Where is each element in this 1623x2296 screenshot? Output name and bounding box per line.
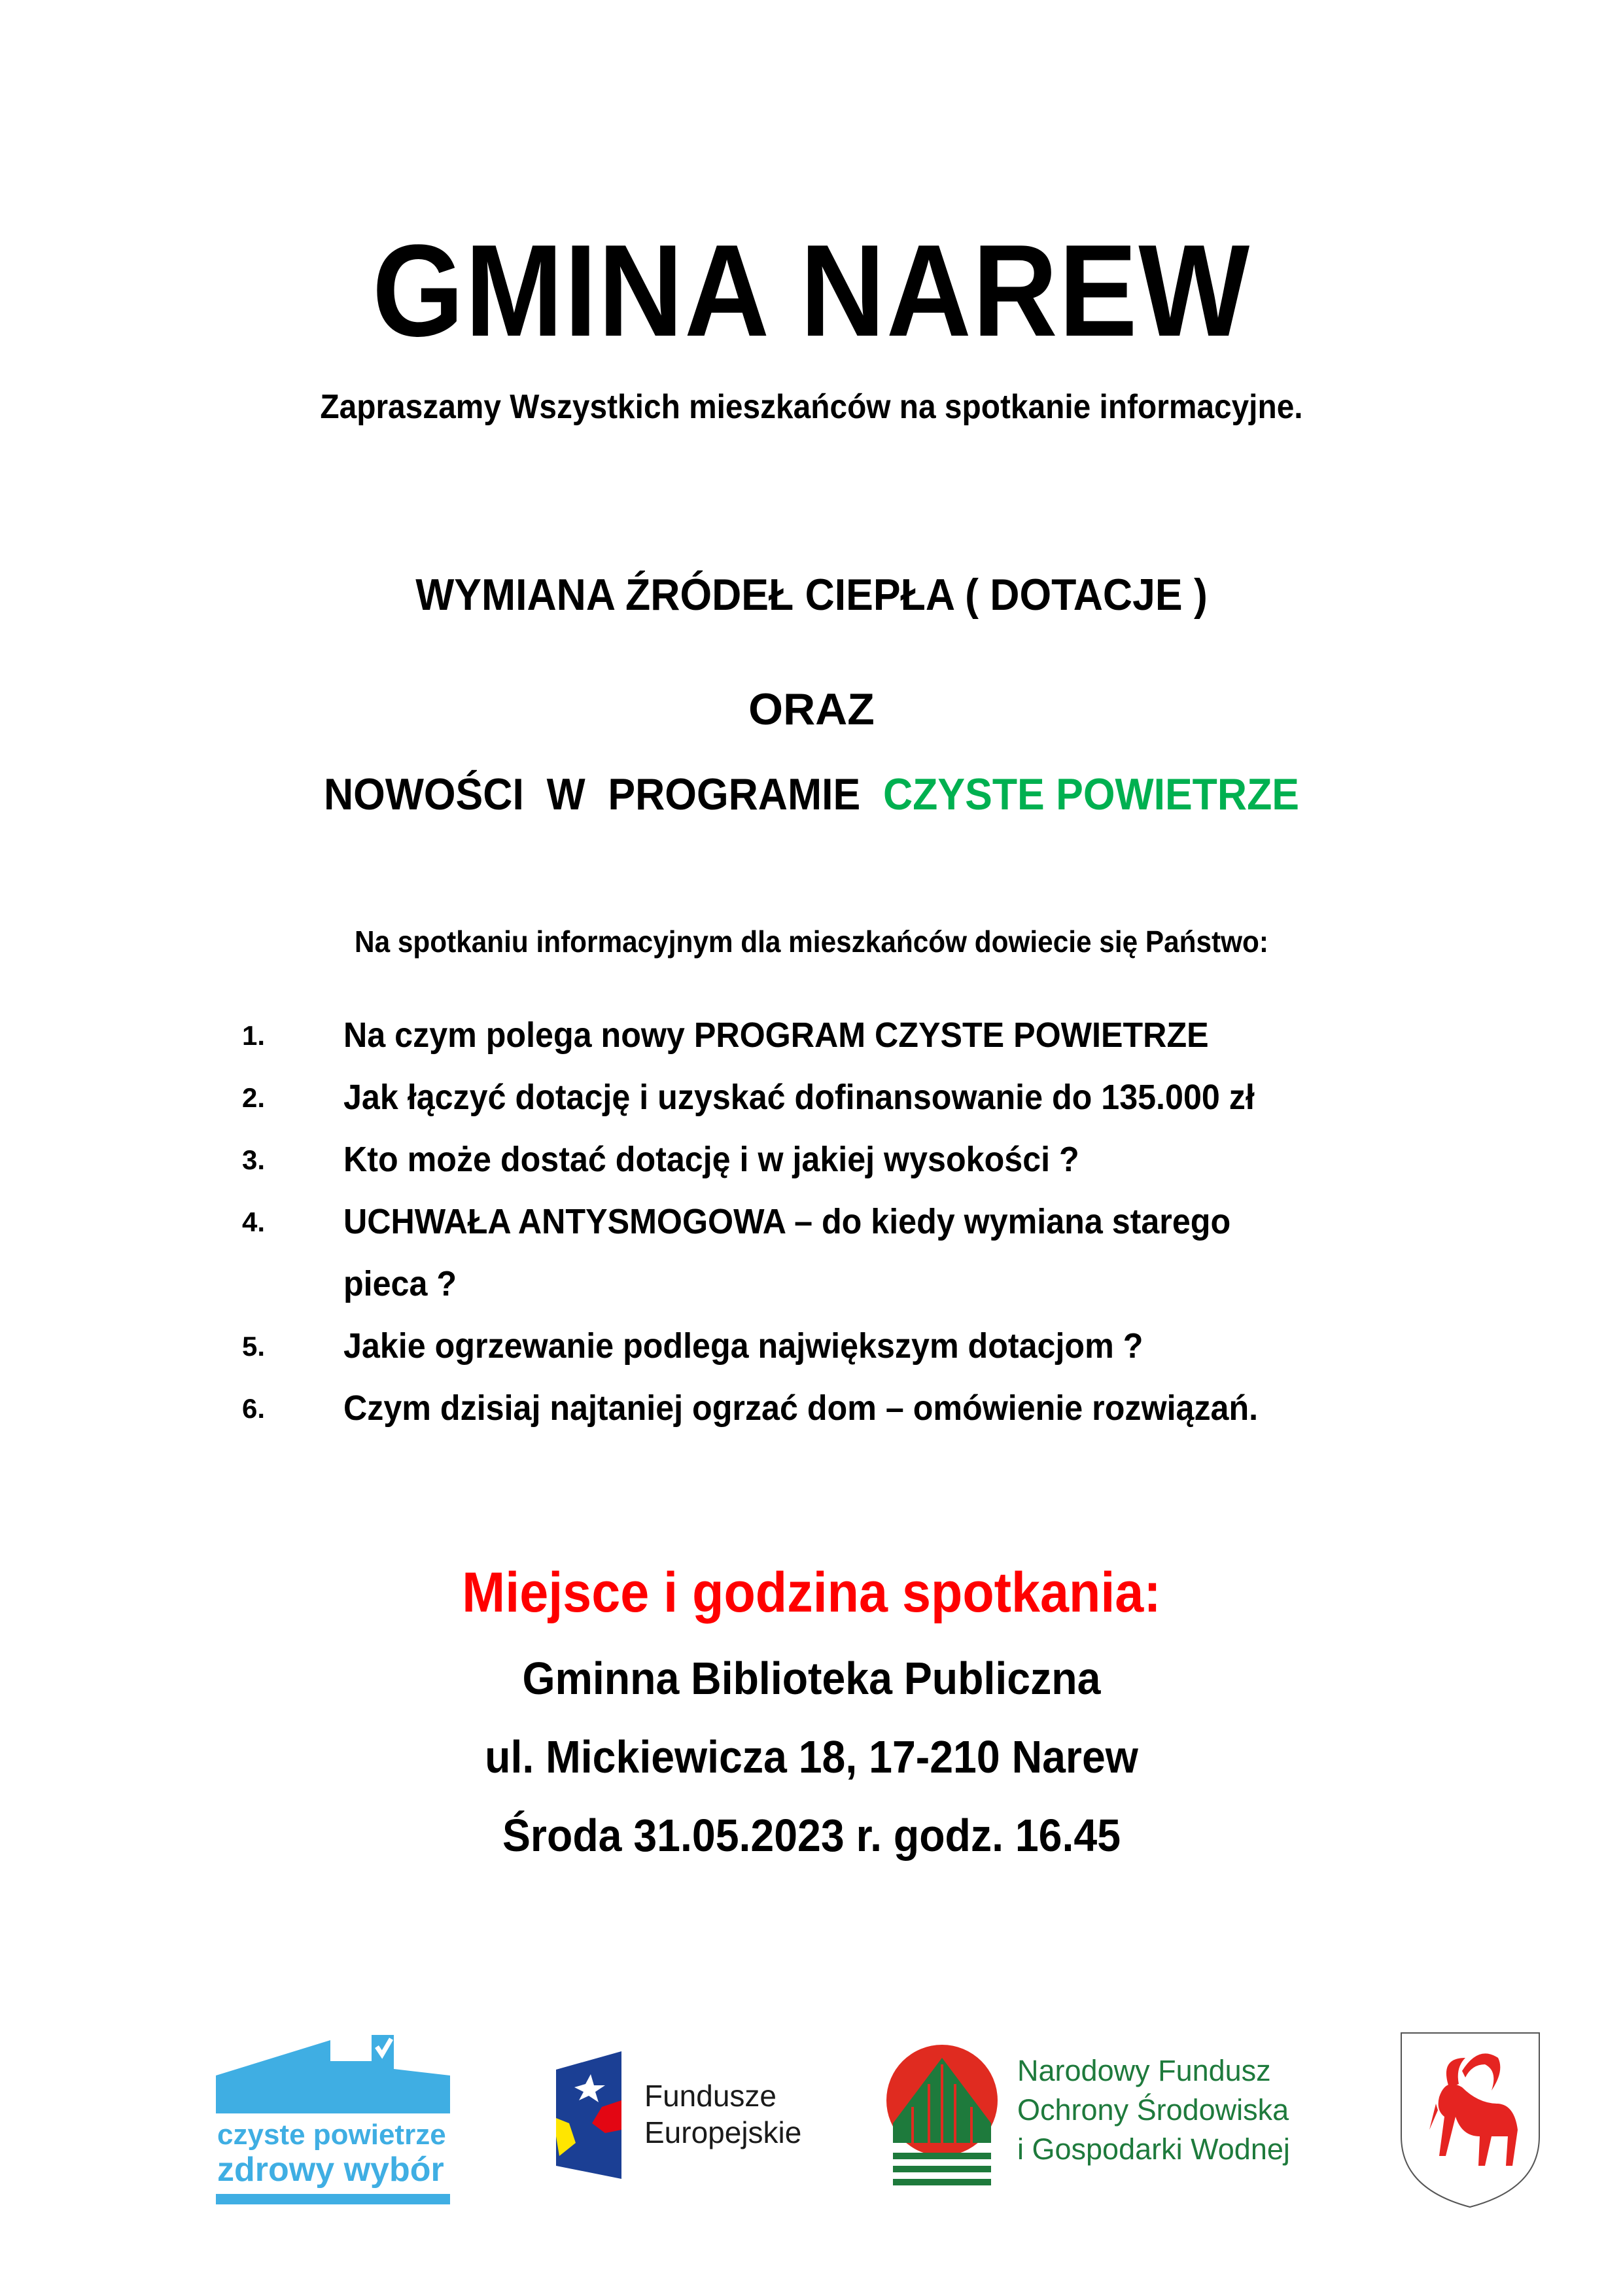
coat-of-arms [1400, 2032, 1541, 2208]
fe-line1: Fundusze [644, 2079, 777, 2113]
topics-list [242, 1004, 1452, 1439]
list-text: Czym dzisiaj najtaniej ogrzać dom – omówienie rozwiązań. [343, 1388, 1259, 1428]
cp-line2: zdrowy wybór [217, 2151, 444, 2189]
list-number: 1. [242, 1020, 266, 1051]
cp-underline [216, 2194, 450, 2204]
nf-line2: Ochrony Środowiska [1017, 2093, 1289, 2127]
fe-line2: Europejskie [644, 2115, 802, 2149]
heading-program-black: NOWOŚCI W PROGRAMIE [323, 769, 883, 819]
list-number: 4. [242, 1207, 266, 1237]
czyste-powietrze-logo [216, 2035, 451, 2205]
list-item [242, 1129, 1452, 1191]
list-text: Jak łączyć dotację i uzyskać dofinansowanie do 135.000 zł [343, 1078, 1255, 1117]
eu-funds-stars-icon [556, 2051, 621, 2179]
heading-oraz: ORAZ [748, 684, 875, 734]
list-intro: Na spotkaniu informacyjnym dla mieszkańców dowiecie się Państwo: [355, 925, 1268, 959]
list-item [242, 1191, 1452, 1315]
invitation-subtitle: Zapraszamy Wszystkich mieszkańców na spotkanie informacyjne. [320, 388, 1303, 426]
page-title: GMINA NAREW [372, 218, 1251, 364]
list-text: Na czym polega nowy PROGRAM CZYSTE POWIETRZE [343, 1016, 1209, 1055]
list-number: 3. [242, 1144, 266, 1175]
list-text: Jakie ogrzewanie podlega największym dotacjom ? [343, 1326, 1143, 1366]
list-item [242, 1004, 1452, 1067]
nfosigw-logo [880, 2045, 1325, 2195]
list-number: 2. [242, 1082, 266, 1113]
list-text: UCHWAŁA ANTYSMOGOWA – do kiedy wymiana starego [343, 1202, 1231, 1241]
meeting-date-time: Środa 31.05.2023 r. godz. 16.45 [502, 1810, 1121, 1861]
heading-program-green: CZYSTE POWIETRZE [882, 769, 1300, 819]
house-checkmark-icon [216, 2035, 451, 2113]
nfosigw-tree-icon [880, 2045, 1004, 2195]
list-number: 5. [242, 1331, 266, 1362]
meeting-place-heading: Miejsce i godzina spotkania: [462, 1561, 1161, 1624]
nf-line1: Narodowy Fundusz [1017, 2054, 1271, 2087]
list-item [242, 1067, 1452, 1129]
list-item [242, 1315, 1452, 1377]
nf-line3: i Gospodarki Wodnej [1017, 2132, 1290, 2166]
meeting-venue: Gminna Biblioteka Publiczna [522, 1653, 1101, 1704]
list-text: Kto może dostać dotację i w jakiej wysokości ? [343, 1140, 1079, 1179]
heading-heat-sources: WYMIANA ŹRÓDEŁ CIEPŁA ( DOTACJE ) [415, 570, 1208, 620]
cp-line1: czyste powietrze [217, 2119, 446, 2151]
list-number: 6. [242, 1393, 266, 1424]
meeting-address: ul. Mickiewicza 18, 17-210 Narew [485, 1731, 1138, 1782]
list-item [242, 1377, 1452, 1439]
fundusze-europejskie-logo [556, 2051, 831, 2182]
list-text-continuation: pieca ? [343, 1264, 457, 1303]
goat-coat-of-arms-icon [1400, 2032, 1541, 2208]
heading-program [65, 769, 1558, 820]
